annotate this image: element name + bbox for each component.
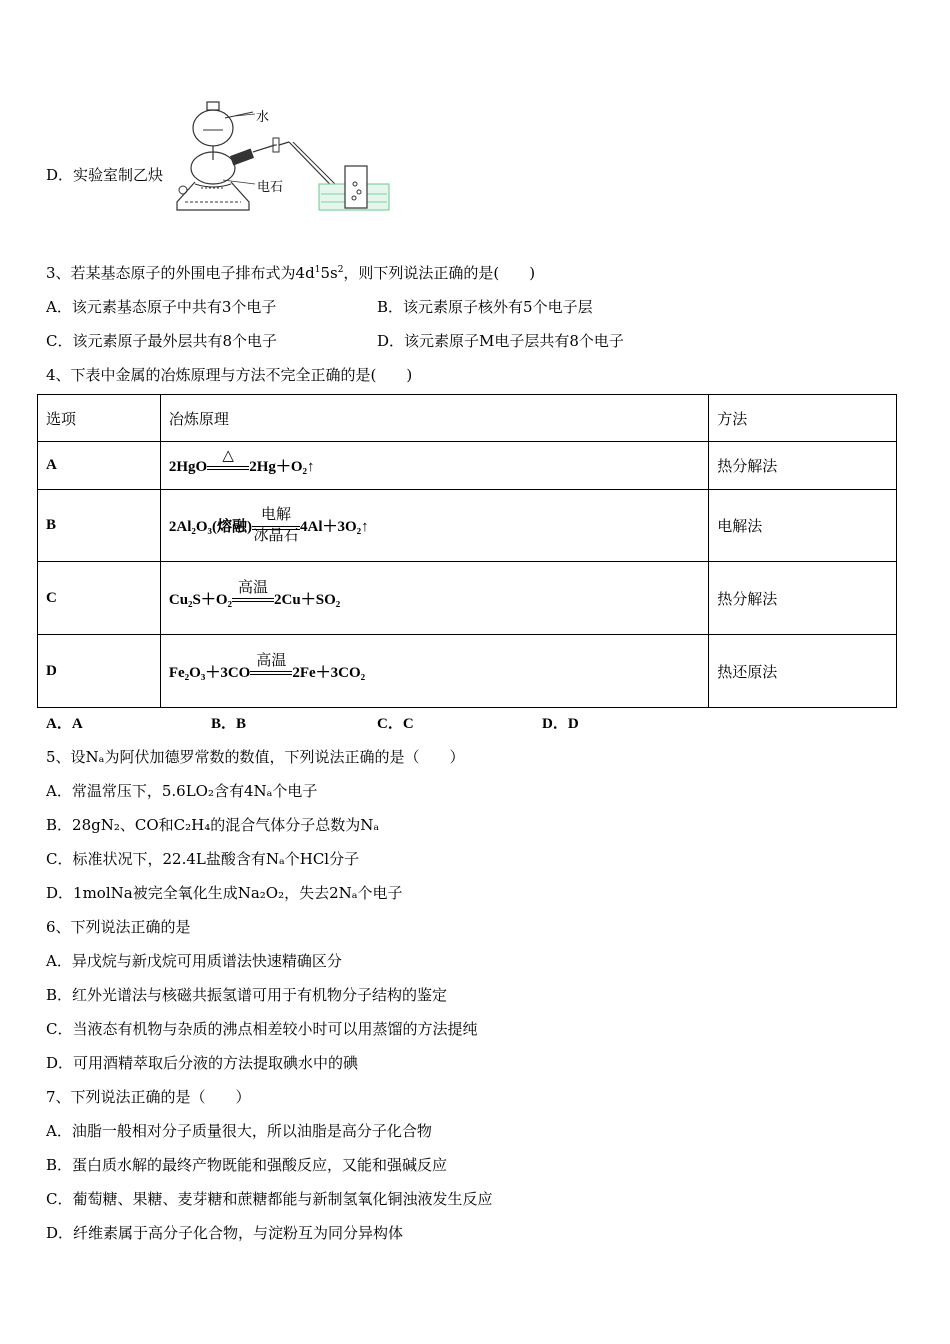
row-option: B — [38, 490, 161, 562]
row-method: 热分解法 — [709, 562, 897, 635]
row-principle: 2HgO △ 2Hg＋O₂↑ — [160, 442, 708, 490]
q5-option-c: C．标准状况下，22.4L盐酸含有Nₐ个HCl分子 — [46, 850, 360, 868]
q5-option-b: B．28gN₂、CO和C₂H₄的混合气体分子总数为Nₐ — [46, 816, 380, 834]
q4-choice-c: C．C — [377, 716, 414, 732]
q4-choice-d: D．D — [542, 716, 579, 732]
table-row — [38, 562, 897, 635]
row-option: D — [38, 635, 161, 708]
q7-stem: 7、下列说法正确的是（ ） — [46, 1088, 251, 1106]
q3-stem: 3、若某基态原子的外围电子排布式为$4d^15s^2$，则下列说法正确的是( ) — [46, 264, 536, 282]
q7-option-c: C．葡萄糖、果糖、麦芽糖和蔗糖都能与新制氢氧化铜浊液发生反应 — [46, 1190, 493, 1208]
table-row — [38, 490, 897, 562]
smelting-table — [37, 394, 897, 708]
q5-option-d: D．1molNa被完全氧化生成Na₂O₂，失去2Nₐ个电子 — [46, 884, 403, 902]
q7-option-b: B．蛋白质水解的最终产物既能和强酸反应，又能和强碱反应 — [46, 1156, 448, 1174]
row-principle: 2Al₂O₃(熔融) 电解 冰晶石 4Al＋3O₂↑ — [160, 490, 708, 562]
header-option: 选项 — [38, 395, 161, 442]
q6-option-d: D．可用酒精萃取后分液的方法提取碘水中的碘 — [46, 1054, 359, 1072]
q3-option-c: C．该元素原子最外层共有8个电子 — [46, 332, 278, 350]
q3-option-b: B．该元素原子核外有5个电子层 — [377, 298, 593, 316]
row-method: 热还原法 — [709, 635, 897, 708]
q6-option-a: A．异戊烷与新戊烷可用质谱法快速精确区分 — [46, 952, 342, 970]
q2-option-d: D．实验室制乙炔 — [46, 166, 164, 184]
q6-stem: 6、下列说法正确的是 — [46, 918, 191, 936]
q3-option-a: A．该元素基态原子中共有3个电子 — [46, 298, 277, 316]
table-row — [38, 442, 897, 490]
table-header-row — [38, 395, 897, 442]
q4-choice-b: B．B — [211, 716, 247, 732]
calcium-carbide-label: 电石 — [257, 180, 284, 195]
row-principle: Cu₂S＋O₂ 高温 2Cu＋SO₂ — [160, 562, 708, 635]
row-principle: Fe₂O₃＋3CO 高温 2Fe＋3CO₂ — [160, 635, 708, 708]
row-option: A — [38, 442, 161, 490]
header-principle: 冶炼原理 — [160, 395, 708, 442]
acetylene-apparatus-figure — [165, 98, 395, 220]
water-label: 水 — [256, 110, 270, 125]
table-row — [38, 635, 897, 708]
row-method: 电解法 — [709, 490, 897, 562]
q6-option-c: C．当液态有机物与杂质的沸点相差较小时可以用蒸馏的方法提纯 — [46, 1020, 478, 1038]
header-method: 方法 — [709, 395, 897, 442]
q5-stem: 5、设Nₐ为阿伏加德罗常数的数值，下列说法正确的是（ ） — [46, 748, 465, 766]
q7-option-d: D．纤维素属于高分子化合物，与淀粉互为同分异构体 — [46, 1224, 404, 1242]
q5-option-a: A．常温常压下，5.6LO₂含有4Nₐ个电子 — [46, 782, 318, 800]
q4-stem: 4、下表中金属的冶炼原理与方法不完全正确的是( ) — [46, 366, 413, 384]
q6-option-b: B．红外光谱法与核磁共振氢谱可用于有机物分子结构的鉴定 — [46, 986, 448, 1004]
row-option: C — [38, 562, 161, 635]
row-method: 热分解法 — [709, 442, 897, 490]
q7-option-a: A．油脂一般相对分子质量很大，所以油脂是高分子化合物 — [46, 1122, 432, 1140]
q4-choice-a: A．A — [46, 716, 83, 732]
q3-option-d: D．该元素原子M电子层共有8个电子 — [377, 332, 624, 350]
